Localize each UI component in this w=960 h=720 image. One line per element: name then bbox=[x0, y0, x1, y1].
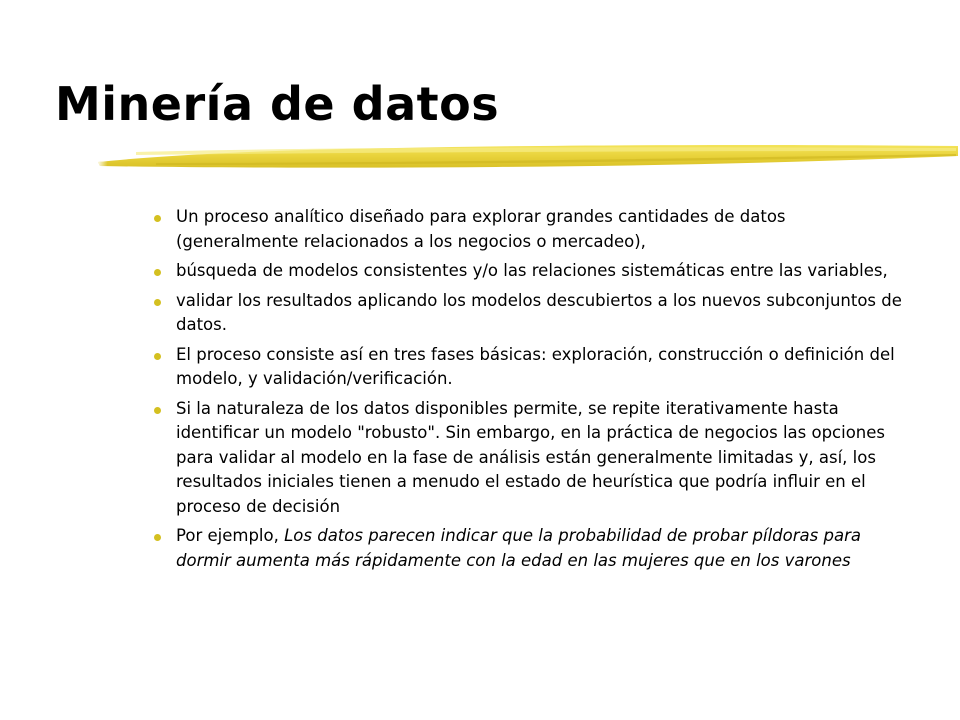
bullet-text: Un proceso analítico diseñado para explorar grandes cantidades de datos (generalmente relacionados a los negocios o mercadeo), bbox=[176, 207, 786, 251]
bullet-example-italic-text: Los datos parecen indicar que la probabilidad de probar píldoras para dormir aumenta más rápidamente con la edad en las mujeres que en los varones bbox=[176, 526, 861, 570]
bullet-dot-icon bbox=[154, 407, 161, 414]
bullet-dot-icon bbox=[154, 534, 161, 541]
bullet-dot-icon bbox=[154, 353, 161, 360]
bullet-text: búsqueda de modelos consistentes y/o las relaciones sistemáticas entre las variables, bbox=[176, 261, 888, 280]
slide-title: Minería de datos bbox=[55, 77, 500, 131]
bullet-item bbox=[148, 343, 908, 392]
bullet-item bbox=[148, 259, 908, 284]
bullet-dot-icon bbox=[154, 215, 161, 222]
bullet-text: Si la naturaleza de los datos disponibles permite, se repite iterativamente hasta identificar un modelo "robusto". Sin embargo, en la práctica de negocios las opciones para validar al modelo en la fase de análisis están generalmente limitadas y, así, los resultados iniciales tienen a menudo el estado de heurística que podría influir en el proceso de decisión bbox=[176, 398, 886, 516]
bullet-item bbox=[148, 205, 908, 254]
bullet-dot-icon bbox=[154, 299, 161, 306]
bullet-item bbox=[148, 289, 908, 338]
bullet-dot-icon bbox=[154, 269, 161, 276]
bullet-text: validar los resultados aplicando los modelos descubiertos a los nuevos subconjuntos de datos. bbox=[176, 290, 902, 334]
bullet-text: El proceso consiste así en tres fases básicas: exploración, construcción o definición del modelo, y validación/verificación. bbox=[176, 344, 895, 388]
bullet-list bbox=[148, 205, 908, 578]
title-underline-brushstroke bbox=[96, 136, 960, 176]
bullet-item bbox=[148, 397, 908, 520]
bullet-item bbox=[148, 524, 908, 573]
bullet-text: Por ejemplo, bbox=[176, 526, 285, 545]
